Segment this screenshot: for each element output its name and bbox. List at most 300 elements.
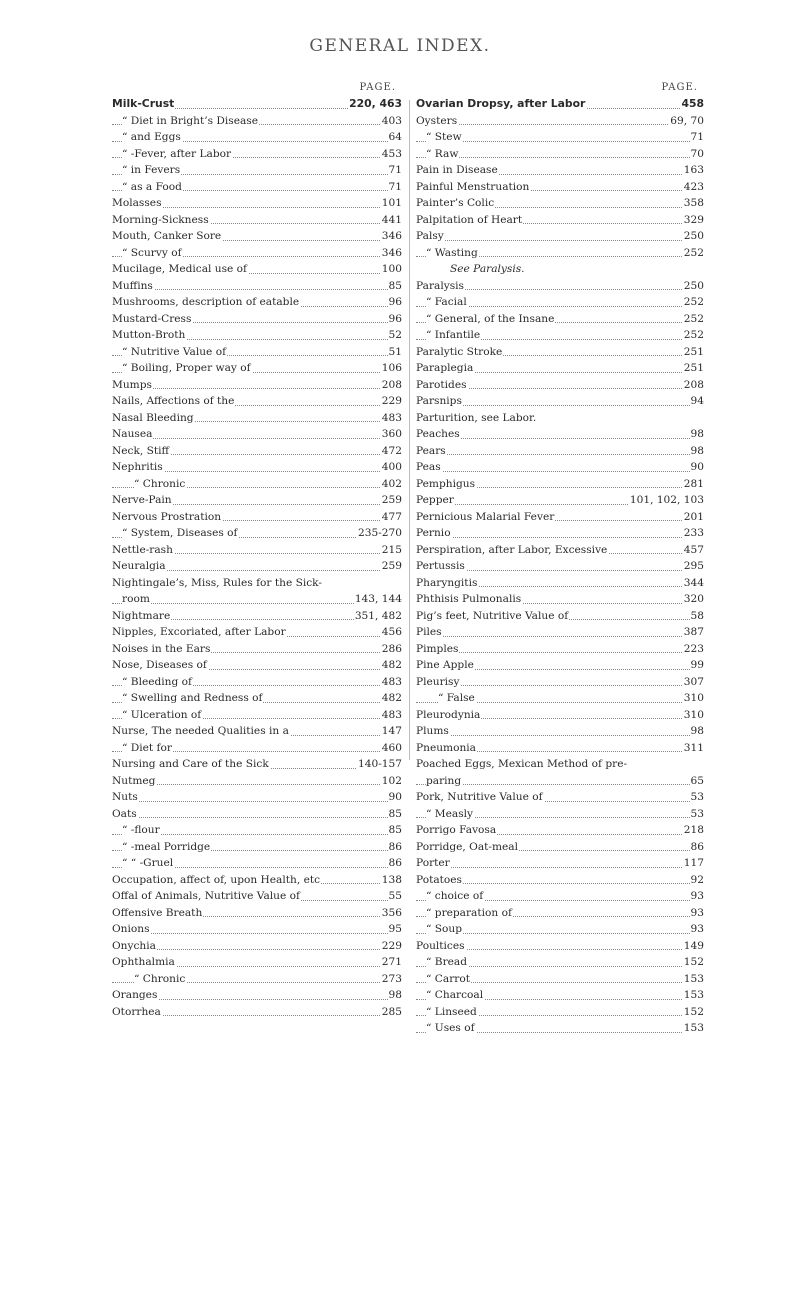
entry-page-number: 329 [683, 212, 704, 229]
index-entry [416, 624, 704, 641]
entry-page-number: 102 [381, 773, 402, 790]
entry-text: Nervous Prostration [112, 510, 222, 523]
page-column-label: PAGE. [661, 82, 698, 93]
index-column-left [112, 80, 402, 1020]
index-entry [416, 971, 704, 988]
entry-text: “ Soup [426, 923, 463, 935]
entry-text: “ -Fever, after Labor [122, 147, 232, 160]
entry-page-number: 310 [683, 690, 704, 707]
index-entry [112, 822, 402, 839]
entry-text: Phthisis Pulmonalis [416, 593, 522, 605]
entry-page-number: 96 [388, 311, 402, 328]
entry-text: Painter’s Colic [416, 197, 495, 209]
index-entry [416, 327, 704, 344]
column-divider [409, 100, 410, 760]
entry-page-number: 90 [690, 459, 704, 476]
dot-leader [416, 454, 704, 455]
entry-page-number: 143, 144 [354, 591, 402, 608]
entry-page-number: 229 [381, 393, 402, 410]
entry-page-number: 456 [381, 624, 402, 641]
index-entry [112, 393, 402, 410]
entry-text: Offal of Animals, Nutritive Value of [112, 890, 300, 902]
index-entry [416, 542, 704, 559]
page-column-label: PAGE. [359, 82, 396, 93]
entry-text: “ Bread [426, 956, 467, 968]
entry-page-number: 252 [683, 327, 704, 344]
entry-page-number: 295 [683, 558, 704, 575]
index-entry [112, 96, 402, 113]
entry-page-number: 85 [388, 806, 402, 823]
index-entry [112, 245, 402, 262]
entry-page-number: 458 [680, 96, 704, 113]
dot-leader [112, 388, 402, 389]
index-entry [112, 476, 402, 493]
entry-page-number: 286 [381, 641, 402, 658]
entry-text: Paralysis [416, 279, 464, 292]
index-entry [416, 426, 704, 443]
index-entry [112, 410, 402, 427]
entry-text: “ Carrot [426, 972, 470, 985]
entry-page-number: 423 [683, 179, 704, 196]
entry-page-number: 252 [683, 245, 704, 262]
index-entry [416, 344, 704, 361]
entry-page-number: 208 [381, 377, 402, 394]
entry-page-number: 351, 482 [354, 608, 402, 625]
index-entry [112, 723, 402, 740]
entry-page-number: 94 [690, 393, 704, 410]
entry-page-number: 98 [690, 443, 704, 460]
entry-page-number: 152 [683, 954, 704, 971]
entry-text: Parotides [416, 378, 467, 391]
entry-page-number: 215 [381, 542, 402, 559]
entry-page-number: 92 [690, 872, 704, 889]
entry-text: Parturition, see Labor. [416, 411, 537, 424]
entry-page-number: 307 [683, 674, 704, 691]
index-entry [112, 839, 402, 856]
entry-text: Milk-Crust [112, 97, 175, 110]
index-entry [112, 690, 402, 707]
entry-page-number: 483 [381, 674, 402, 691]
entry-text: Painful Menstruation [416, 180, 530, 193]
index-entry [112, 360, 402, 377]
entry-text: Pimples [416, 642, 459, 655]
index-entry [112, 311, 402, 328]
index-entry [416, 740, 704, 757]
entry-page-number: 71 [388, 162, 402, 179]
entry-text: Muffins [112, 279, 153, 292]
entry-page-number: 252 [683, 311, 704, 328]
entry-text: Parsnips [416, 395, 462, 407]
entry-page-number: 310 [683, 707, 704, 724]
index-entry [416, 690, 704, 707]
entry-text: Onions [112, 923, 150, 935]
entry-text: Potatoes [416, 873, 462, 886]
entry-page-number: 90 [388, 789, 402, 806]
index-entry [416, 410, 704, 427]
index-entry [416, 129, 704, 146]
entry-text: “ Swelling and Redness of [122, 692, 263, 704]
entry-text: “ -flour [122, 824, 160, 836]
entry-text: Poached Eggs, Mexican Method of pre- [416, 758, 628, 770]
entry-text: “ Stew [426, 131, 462, 143]
index-entry [416, 789, 704, 806]
index-entry [112, 624, 402, 641]
entry-page-number: 250 [683, 278, 704, 295]
entry-page-number: 96 [388, 294, 402, 311]
index-entry [112, 228, 402, 245]
index-entry [112, 789, 402, 806]
entry-page-number: 85 [388, 822, 402, 839]
index-entry [112, 377, 402, 394]
entry-text: “ Scurvy of [122, 246, 182, 259]
index-entry [416, 294, 704, 311]
index-entry [112, 888, 402, 905]
index-entry [416, 393, 704, 410]
index-entry [416, 558, 704, 575]
index-entry [416, 921, 704, 938]
entry-text: “ Raw [426, 147, 459, 160]
entry-text: Oranges [112, 989, 158, 1001]
entry-page-number: 403 [381, 113, 402, 130]
entry-text: Nails, Affections of the [112, 395, 235, 407]
entry-page-number: 472 [381, 443, 402, 460]
entry-text: Oysters [416, 114, 458, 127]
entry-page-number: 250 [683, 228, 704, 245]
entry-page-number: 360 [381, 426, 402, 443]
entry-text: Otorrhea [112, 1005, 161, 1018]
entry-text: “ Bleeding of [122, 675, 192, 688]
index-entry [416, 756, 704, 773]
index-entry [112, 938, 402, 955]
index-entry [112, 971, 402, 988]
entry-page-number: 101 [381, 195, 402, 212]
entry-text: Pemphigus [416, 477, 475, 490]
entry-text: Porter [416, 857, 450, 869]
entry-text: “ System, Diseases of [122, 527, 238, 539]
index-entry [416, 311, 704, 328]
entry-text: “ Charcoal [426, 989, 484, 1001]
index-entry [112, 954, 402, 971]
index-entry [416, 954, 704, 971]
entry-page-number: 93 [690, 905, 704, 922]
index-entry [112, 855, 402, 872]
entry-page-number: 71 [388, 179, 402, 196]
entry-text: Peas [416, 461, 441, 473]
entry-page-number: 86 [388, 839, 402, 856]
entry-text: “ Wasting [426, 246, 478, 259]
entry-text: Mushrooms, description of eatable [112, 296, 300, 308]
index-entry [112, 492, 402, 509]
index-entry [112, 905, 402, 922]
entry-text: See Paralysis. [450, 263, 525, 275]
entry-page-number: 149 [683, 938, 704, 955]
entry-page-number: 271 [381, 954, 402, 971]
entry-text: Nephritis [112, 461, 163, 473]
entry-text: Pain in Disease [416, 164, 498, 176]
index-entry [416, 888, 704, 905]
index-entry [112, 525, 402, 542]
index-entry [416, 987, 704, 1004]
entry-text: “ as a Food [122, 180, 182, 193]
entry-page-number: 223 [683, 641, 704, 658]
entry-page-number: 483 [381, 707, 402, 724]
entry-page-number: 99 [690, 657, 704, 674]
entry-page-number: 101, 102, 103 [629, 492, 704, 509]
entry-text: Perspiration, after Labor, Excessive [416, 543, 608, 556]
entry-page-number: 140-157 [357, 756, 402, 773]
index-entry [112, 459, 402, 476]
entry-text: Offensive Breath [112, 906, 203, 919]
index-entry [112, 443, 402, 460]
entry-text: Nettle-rash [112, 543, 173, 556]
index-entry [416, 1020, 704, 1037]
entry-page-number: 356 [381, 905, 402, 922]
index-entry [112, 608, 402, 625]
dot-leader [112, 933, 402, 934]
entry-text: Pernio [416, 527, 451, 539]
entry-text: “ preparation of [426, 906, 512, 919]
index-entry [112, 509, 402, 526]
entry-text: Mustard-Cress [112, 312, 192, 325]
entry-text: Ovarian Dropsy, after Labor [416, 97, 586, 110]
entry-text: Pears [416, 444, 446, 457]
entry-text: “ “ -Gruel [122, 857, 174, 869]
entry-text: Porridge, Oat-meal [416, 840, 519, 853]
index-entry [112, 327, 402, 344]
entry-page-number: 259 [381, 492, 402, 509]
entry-text: Ophthalmia [112, 956, 175, 968]
dot-leader [416, 636, 704, 637]
index-entry [112, 674, 402, 691]
dot-leader [416, 157, 704, 158]
index-entry [416, 245, 704, 262]
entry-text: Porrigo Favosa [416, 824, 497, 836]
entry-text: Nightingale’s, Miss, Rules for the Sick- [112, 576, 322, 589]
entry-page-number: 346 [381, 245, 402, 262]
index-entry [416, 1004, 704, 1021]
index-entry [416, 872, 704, 889]
index-entry [416, 905, 704, 922]
index-entry [112, 162, 402, 179]
entry-page-number: 138 [381, 872, 402, 889]
entry-text: Morning-Sickness [112, 213, 209, 226]
index-entry [112, 575, 402, 592]
index-entry [416, 641, 704, 658]
entry-text: “ Infantile [426, 329, 481, 341]
entry-text: Mutton-Broth [112, 329, 186, 341]
index-entry [112, 558, 402, 575]
entry-page-number: 69, 70 [669, 113, 704, 130]
index-entry [112, 641, 402, 658]
entry-text: Mouth, Canker Sore [112, 230, 222, 242]
entry-text: Paralytic Stroke [416, 345, 503, 358]
entry-text: Nurse, The needed Qualities in a [112, 725, 289, 737]
entry-page-number: 153 [683, 987, 704, 1004]
dot-leader [416, 537, 704, 538]
entry-text: Palpitation of Heart [416, 213, 523, 226]
entry-text: Pernicious Malarial Fever [416, 510, 555, 523]
entry-text: Mumps [112, 378, 152, 391]
entry-page-number: 100 [381, 261, 402, 278]
entry-page-number: 95 [388, 921, 402, 938]
index-entry [416, 443, 704, 460]
entry-text: Piles [416, 626, 442, 638]
dot-leader [112, 801, 402, 802]
index-entry [416, 855, 704, 872]
entry-page-number: 65 [690, 773, 704, 790]
index-entry [416, 278, 704, 295]
index-entry [416, 492, 704, 509]
entry-text: Neuralgia [112, 560, 166, 572]
entry-page-number: 251 [683, 344, 704, 361]
entry-text: “ Facial [426, 296, 467, 308]
entry-page-number: 52 [388, 327, 402, 344]
entry-text: Mucilage, Medical use of [112, 263, 247, 275]
entry-text: “ Boiling, Proper way of [122, 362, 251, 374]
index-entry [112, 212, 402, 229]
entry-text: Nursing and Care of the Sick [112, 758, 269, 770]
entry-page-number: 70 [690, 146, 704, 163]
index-entry [416, 707, 704, 724]
index-entry [112, 773, 402, 790]
index-entry [112, 129, 402, 146]
entry-page-number: 235-270 [357, 525, 402, 542]
entry-page-number: 482 [381, 690, 402, 707]
entry-text: Pepper [416, 494, 454, 506]
index-entry [416, 839, 704, 856]
entry-page-number: 152 [683, 1004, 704, 1021]
entry-page-number: 218 [683, 822, 704, 839]
dot-leader [416, 240, 704, 241]
entry-text: Pleurodynia [416, 708, 481, 721]
dot-leader [416, 867, 704, 868]
index-entry [112, 657, 402, 674]
dot-leader [112, 817, 402, 818]
entry-text: Nightmare [112, 609, 171, 622]
index-entry [416, 195, 704, 212]
entry-text: “ General, of the Insane [426, 312, 555, 325]
index-entry [416, 113, 704, 130]
entry-text: Nutmeg [112, 774, 156, 787]
entry-text: paring [426, 774, 462, 787]
entry-page-number: 85 [388, 278, 402, 295]
page-header: GENERAL INDEX. [309, 36, 491, 56]
index-entry [416, 723, 704, 740]
entry-page-number: 86 [388, 855, 402, 872]
entry-page-number: 252 [683, 294, 704, 311]
entry-page-number: 55 [388, 888, 402, 905]
entry-text: Plums [416, 725, 449, 737]
index-entry [416, 96, 704, 113]
entry-page-number: 163 [683, 162, 704, 179]
entry-list [416, 96, 704, 1037]
entry-text: Nuts [112, 791, 138, 803]
entry-page-number: 201 [683, 509, 704, 526]
entry-page-number: 358 [683, 195, 704, 212]
entry-text: Pine Apple [416, 659, 474, 671]
entry-text: “ choice of [426, 890, 484, 902]
dot-leader [416, 124, 704, 125]
index-entry [112, 756, 402, 773]
entry-page-number: 273 [381, 971, 402, 988]
index-entry [416, 212, 704, 229]
entry-text: Peaches [416, 428, 460, 440]
entry-page-number: 311 [683, 740, 704, 757]
entry-text: Pork, Nutritive Value of [416, 791, 543, 803]
entry-page-number: 387 [683, 624, 704, 641]
entry-page-number: 251 [683, 360, 704, 377]
entry-page-number: 453 [381, 146, 402, 163]
entry-page-number: 483 [381, 410, 402, 427]
entry-page-number: 71 [690, 129, 704, 146]
entry-page-number: 58 [690, 608, 704, 625]
dot-leader [112, 438, 402, 439]
entry-text: “ False [438, 692, 475, 704]
index-entry [112, 921, 402, 938]
index-entry [112, 146, 402, 163]
entry-text: “ in Fevers [122, 164, 181, 176]
entry-page-number: 93 [690, 921, 704, 938]
entry-text: Pig’s feet, Nutritive Value of [416, 609, 569, 622]
entry-page-number: 51 [388, 344, 402, 361]
entry-page-number: 320 [683, 591, 704, 608]
entry-page-number: 220, 463 [348, 96, 402, 113]
entry-page-number: 281 [683, 476, 704, 493]
index-entry [112, 1004, 402, 1021]
entry-page-number: 457 [683, 542, 704, 559]
entry-page-number: 346 [381, 228, 402, 245]
entry-page-number: 441 [381, 212, 402, 229]
entry-text: “ Ulceration of [122, 708, 202, 721]
index-entry [112, 113, 402, 130]
entry-page-number: 482 [381, 657, 402, 674]
entry-text: “ Chronic [134, 972, 186, 985]
entry-text: Molasses [112, 197, 162, 209]
index-entry [112, 294, 402, 311]
entry-text: Pertussis [416, 560, 465, 572]
index-column-right [416, 80, 704, 1037]
entry-text: “ Nutritive Value of [122, 345, 226, 358]
entry-text: Nasal Bleeding [112, 411, 194, 424]
entry-list [112, 96, 402, 1020]
index-entry [416, 360, 704, 377]
entry-text: Oats [112, 807, 137, 820]
index-entry [416, 822, 704, 839]
entry-page-number: 259 [381, 558, 402, 575]
entry-text: Poultices [416, 939, 465, 952]
dot-leader [416, 471, 704, 472]
entry-page-number: 153 [683, 971, 704, 988]
entry-text: Nipples, Excoriated, after Labor [112, 626, 286, 638]
index-entry [112, 261, 402, 278]
entry-text: “ Diet for [122, 741, 172, 754]
entry-page-number: 400 [381, 459, 402, 476]
index-entry [112, 707, 402, 724]
entry-page-number: 106 [381, 360, 402, 377]
index-entry [112, 179, 402, 196]
index-entry [416, 476, 704, 493]
entry-page-number: 53 [690, 806, 704, 823]
index-entry [416, 657, 704, 674]
index-entry [416, 377, 704, 394]
index-entry [416, 938, 704, 955]
entry-page-number: 285 [381, 1004, 402, 1021]
entry-text: Neck, Stiff [112, 444, 170, 457]
entry-page-number: 402 [381, 476, 402, 493]
index-entry [112, 872, 402, 889]
entry-text: “ Linseed [426, 1005, 477, 1018]
entry-page-number: 117 [683, 855, 704, 872]
